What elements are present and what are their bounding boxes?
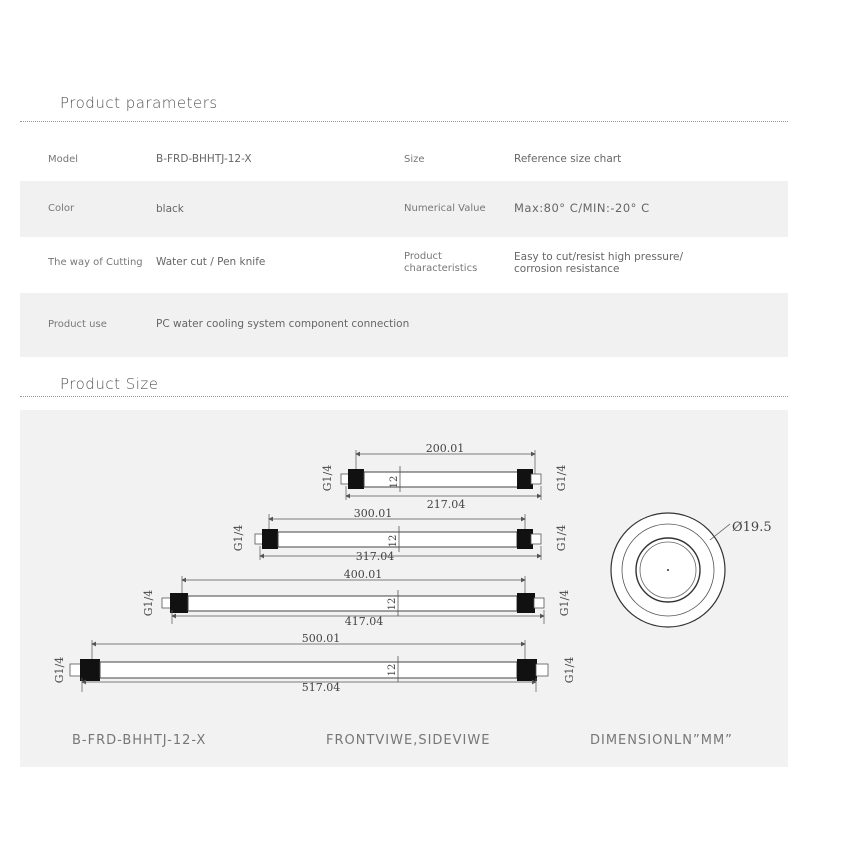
tube-300-inner-dim: 300.01 — [353, 507, 393, 520]
numerical-value: Max:80° C/MIN:-20° C — [514, 201, 650, 215]
numerical-value-label: Numerical Value — [404, 203, 486, 214]
size-diagram-panel — [20, 410, 788, 767]
size-section-title: Product Size — [60, 375, 159, 393]
cutting-value: Water cut / Pen knife — [156, 256, 266, 268]
tube-400-outer-dim: 417.04 — [344, 615, 384, 628]
tube-400-thread-right: G1/4 — [558, 589, 571, 617]
params-section-title: Product parameters — [60, 94, 218, 112]
characteristics-label-line1: Product — [404, 251, 442, 262]
tube-500-thread-right: G1/4 — [563, 656, 576, 684]
tube-400-inner-dim: 400.01 — [343, 568, 383, 581]
characteristics-value-line2: corrosion resistance — [514, 263, 620, 275]
model-value: B-FRD-BHHTJ-12-X — [156, 153, 252, 165]
characteristics-label-line2: characteristics — [404, 263, 478, 274]
tube-500 — [53, 632, 576, 694]
tube-500-thread-left: G1/4 — [53, 656, 66, 684]
color-value: black — [156, 203, 184, 215]
tube-300-height: 12 — [388, 534, 399, 548]
use-value: PC water cooling system component connection — [156, 318, 410, 330]
tube-300-thread-right: G1/4 — [555, 524, 568, 552]
side-view — [611, 513, 772, 627]
characteristics-value-line1: Easy to cut/resist high pressure/ — [514, 251, 684, 263]
tube-400-height: 12 — [387, 597, 398, 611]
tube-200-inner-dim: 200.01 — [425, 442, 465, 455]
size-label: Size — [404, 154, 425, 165]
size-value: Reference size chart — [514, 153, 622, 165]
footer-views: FRONTVIWE,SIDEVIWE — [326, 733, 491, 748]
footer-model: B-FRD-BHHTJ-12-X — [72, 733, 207, 748]
tube-500-outer-dim: 517.04 — [301, 681, 341, 694]
param-row-model — [20, 137, 788, 181]
tube-500-height: 12 — [387, 663, 398, 677]
tube-300-outer-dim: 317.04 — [355, 550, 395, 563]
color-label: Color — [48, 203, 75, 214]
tube-200-outer-dim: 217.04 — [426, 498, 466, 511]
tube-200-thread-left: G1/4 — [321, 464, 334, 492]
tube-drawing — [20, 410, 788, 767]
tube-200-height: 12 — [389, 475, 400, 489]
params-divider — [20, 121, 788, 122]
model-label: Model — [48, 154, 79, 165]
use-label: Product use — [48, 319, 107, 330]
param-row-use — [20, 293, 788, 357]
tube-300-thread-left: G1/4 — [232, 524, 245, 552]
tube-400 — [142, 568, 571, 628]
param-row-color — [20, 181, 788, 237]
tube-200 — [321, 442, 568, 511]
cutting-label: The way of Cutting — [48, 257, 143, 268]
param-row-cutting — [20, 237, 788, 293]
tube-400-thread-left: G1/4 — [142, 589, 155, 617]
tube-500-inner-dim: 500.01 — [301, 632, 341, 645]
size-divider — [20, 396, 788, 397]
diameter-label: Ø19.5 — [732, 520, 772, 535]
tube-300 — [232, 507, 568, 563]
tube-200-thread-right: G1/4 — [555, 464, 568, 492]
footer-dimension-unit: DIMENSIONLN”MM” — [590, 733, 733, 748]
